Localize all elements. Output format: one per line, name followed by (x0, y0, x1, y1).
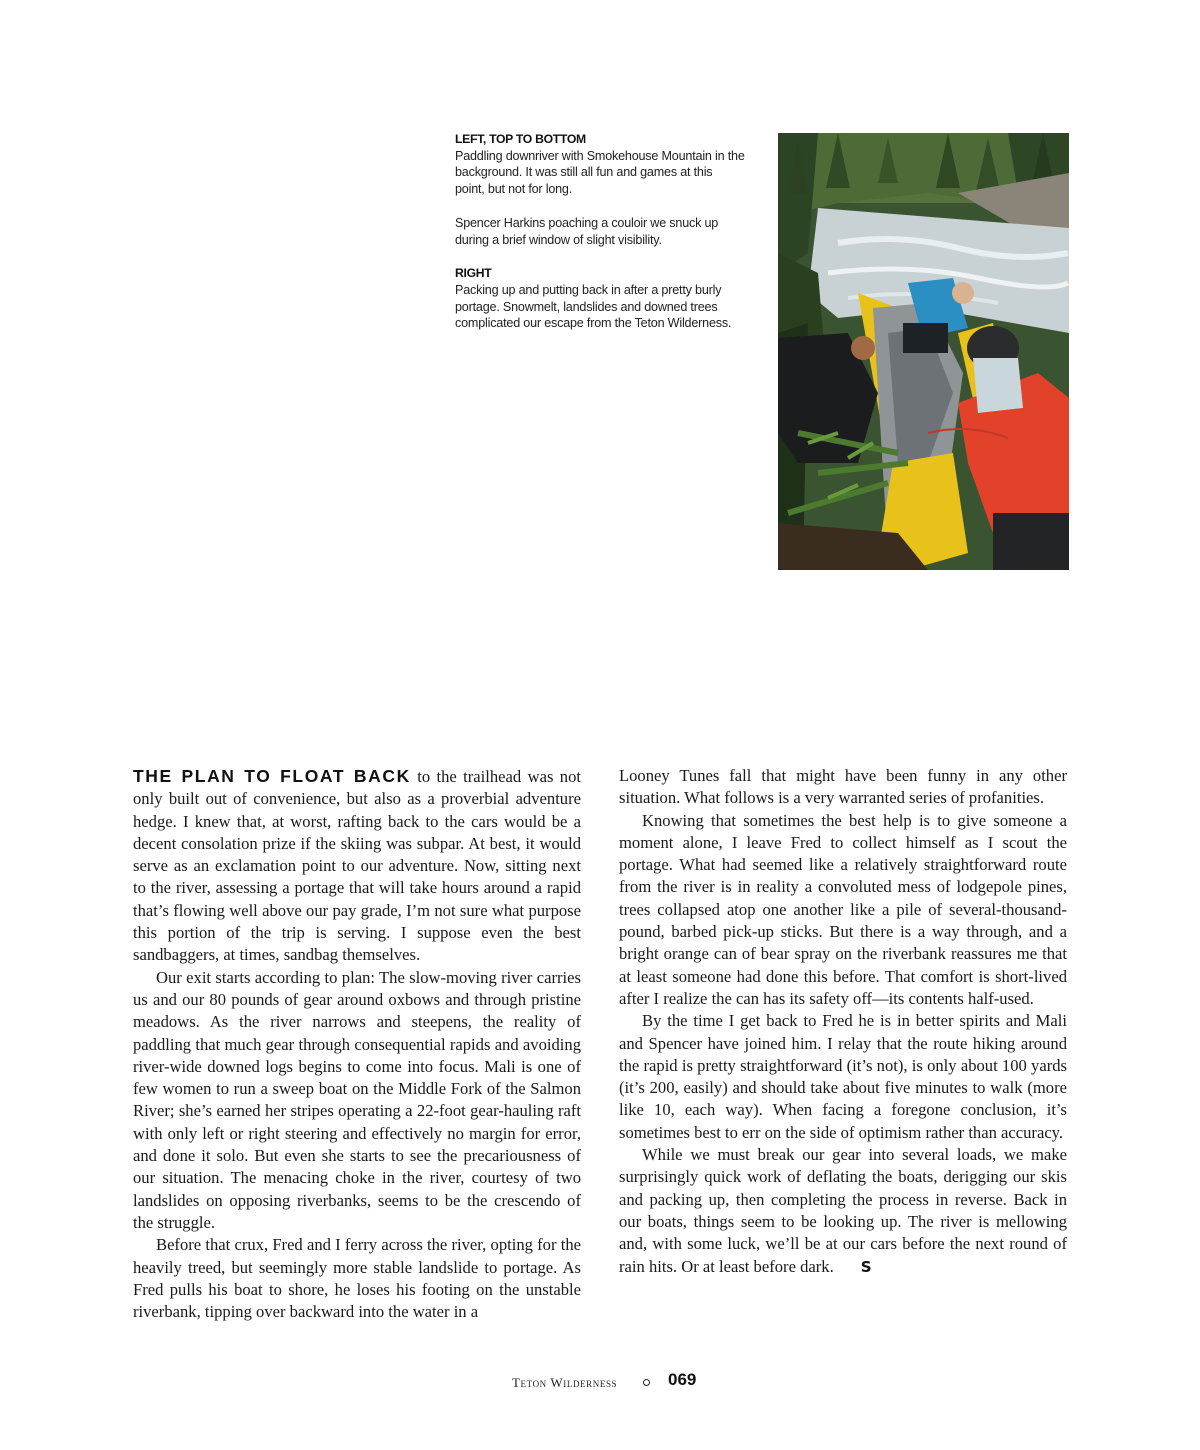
article-paragraph-5: By the time I get back to Fred he is in better spirits and Mali and Spencer have joined him. I relay that the route hiking around the rapid is pretty straightforward (it’s not), is only about 100 yards (it’s 200, easily) and should take about five minutes to walk (more like 10, each way). When facing a foregone conclusion, it’s sometimes best to err on the side of optimism rather than accuracy. (619, 1011, 1067, 1142)
page-number: 069 (668, 1370, 697, 1389)
footer-dot-icon (643, 1379, 650, 1386)
paragraph-1-text: to the trailhead was not only built out of convenience, but also as a proverbial adventure hedge. I knew that, at worst, rafting back to the cars would be a decent consolation prize if the skiing was subpar. At best, it would serve as an exclamation point to our adventure. Now, sitting next to the river, assessing a portage that will take hours around a rapid that’s flowing well above our pay grade, I’m not sure what purpose this portion of the trip is serving. I suppose even the best sandbaggers, at times, sandbag themselves. (133, 767, 581, 965)
caption-heading-left: LEFT, TOP TO BOTTOM (455, 132, 586, 146)
article-paragraph-1 (133, 765, 581, 967)
article-paragraph-6 (619, 1144, 1067, 1278)
article-paragraph-2: Our exit starts according to plan: The slow-moving river carries us and our 80 pounds of gear around oxbows and through pristine meadows. As the river narrows and steepens, the reality of paddling that much gear through consequential rapids and avoiding river-wide downed logs begins to come into focus. Mali is one of few women to run a sweep boat on the Middle Fork of the Salmon River; she’s earned her stripes operating a 22-foot gear-hauling raft with only left or right steering and effectively no margin for error, and done it solo. But even she starts to see the precariousness of our situation. The menacing choke in the river, courtesy of two landslides on opposing riverbanks, seems to be the crescendo of the struggle. (133, 967, 581, 1232)
caption-right-1: Packing up and putting back in after a pretty burly portage. Snowmelt, landslides and downed trees complicated our escape from the Teton Wilderness. (455, 282, 732, 331)
page-footer (0, 1370, 1200, 1396)
photo-captions (455, 131, 745, 349)
lead-in-heading: THE PLAN TO FLOAT BACK (133, 766, 411, 786)
article-paragraph-4: Knowing that sometimes the best help is to give someone a moment alone, I leave Fred to collect himself as I scout the portage. What had seemed like a relatively straightforward route from the river is in reality a convoluted mess of lodgepole pines, trees collapsed atop one another like a pile of several-thousand-pound, barbed pick-up sticks. But there is a way through, and a bright orange can of bear spray on the riverbank reassures me that at least someone had done this before. That comfort is short-lived after I realize the can has its safety off—its contents half-used. (619, 810, 1067, 1008)
caption-left-1: Paddling downriver with Smokehouse Mountain in the background. It was still all fun and games at this point, but not for long. (455, 148, 745, 197)
article-column-left (133, 765, 581, 1323)
end-mark-icon: S (860, 1257, 872, 1276)
article-column-right (619, 765, 1067, 1278)
article-paragraph-3-continued: Looney Tunes fall that might have been funny in any other situation. What follows is a very warranted series of profanities. (619, 766, 1067, 808)
caption-left-2: Spencer Harkins poaching a couloir we snuck up during a brief window of slight visibility. (455, 215, 719, 247)
river-packrafting-photo (778, 133, 1069, 570)
article-paragraph-3: Before that crux, Fred and I ferry across the river, opting for the heavily treed, but seemingly more stable landslide to portage. As Fred pulls his boat to shore, he loses his footing on the unstable riverbank, tipping over backward into the water in a (133, 1235, 581, 1322)
paragraph-6-text: While we must break our gear into several loads, we make surprisingly quick work of deflating the boats, derigging our skis and packing up, then completing the process in reverse. Back in our boats, things seem to be looking up. The river is mellowing and, with some luck, we’ll be at our cars before the next round of rain hits. Or at least before dark. (619, 1145, 1067, 1276)
footer-section-title: Teton Wilderness (512, 1375, 618, 1390)
caption-heading-right: RIGHT (455, 266, 492, 281)
